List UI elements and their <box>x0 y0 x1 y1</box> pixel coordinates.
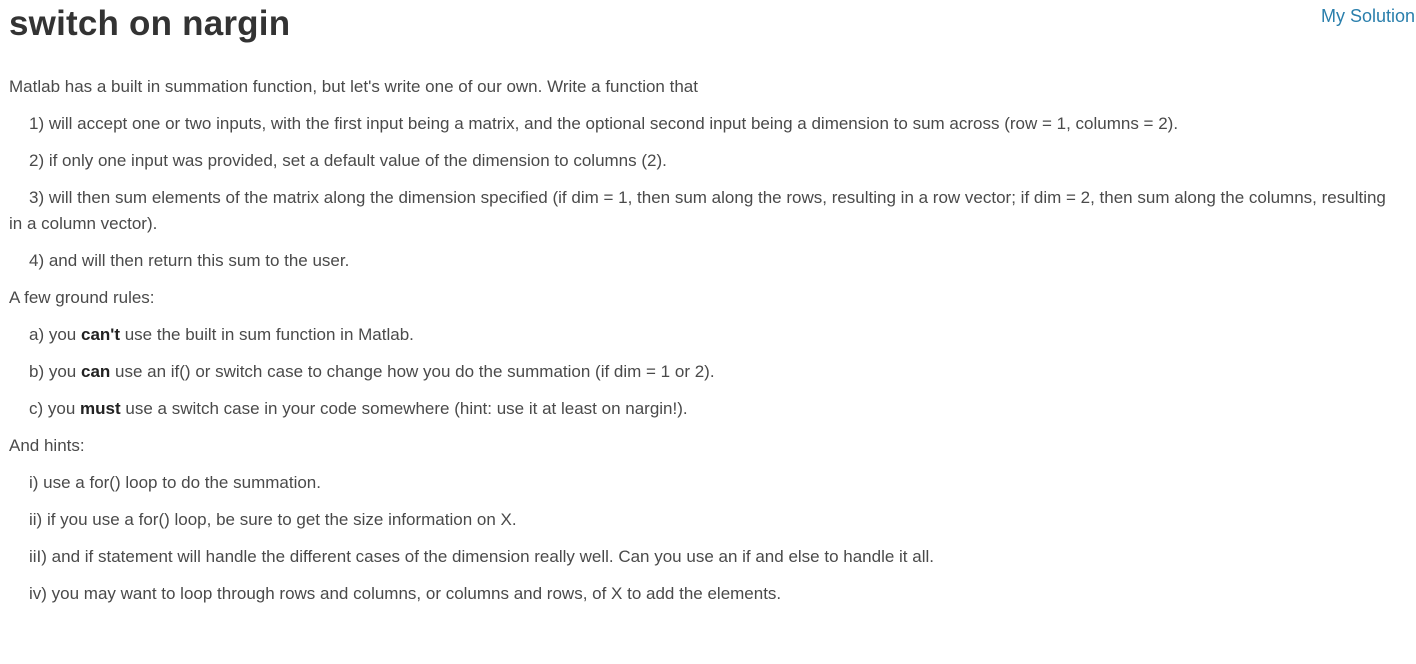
hint-item: iiI) and if statement will handle the different cases of the dimension really well. Can you use an if and else to handle it all. <box>29 547 934 566</box>
rule-emphasis: can't <box>80 325 120 344</box>
my-solution-link[interactable]: My Solution <box>1320 6 1415 26</box>
rule-prefix: c) you <box>29 399 81 418</box>
rule-prefix: b) you <box>29 362 81 381</box>
intro-text: Matlab has a built in summation function, but let's write one of our own. Write a function that <box>9 77 698 96</box>
rule-item <box>9 396 1389 422</box>
rule-prefix: a) you <box>29 325 81 344</box>
problem-description <box>9 74 1389 618</box>
step-item: 2) if only one input was provided, set a default value of the dimension to columns (2). <box>29 151 667 170</box>
rule-item <box>9 359 1389 385</box>
rule-emphasis: can <box>80 362 111 381</box>
rule-emphasis: must <box>80 399 121 418</box>
hints-heading: And hints: <box>9 436 85 455</box>
rules-heading: A few ground rules: <box>9 288 155 307</box>
step-item: 4) and will then return this sum to the user. <box>29 251 350 270</box>
page-title: switch on nargin <box>9 4 291 43</box>
step-item: 1) will accept one or two inputs, with the first input being a matrix, and the optional second input being a dimension to sum across (row = 1, columns = 2). <box>29 114 1179 133</box>
hint-item: i) use a for() loop to do the summation. <box>29 473 321 492</box>
rule-suffix: use an if() or switch case to change how you do the summation (if dim = 1 or 2). <box>110 362 715 381</box>
step-item: 3) will then sum elements of the matrix along the dimension specified (if dim = 1, then sum along the rows, resulting in a row vector; if dim = 2, then sum along the columns, resulting in a column vector). <box>9 188 1386 233</box>
rule-suffix: use a switch case in your code somewhere (hint: use it at least on nargin!). <box>120 399 688 418</box>
rule-item <box>9 322 1389 348</box>
hint-item: iv) you may want to loop through rows and columns, or columns and rows, of X to add the elements. <box>29 584 782 603</box>
rule-suffix: use the built in sum function in Matlab. <box>119 325 414 344</box>
hint-item: ii) if you use a for() loop, be sure to get the size information on X. <box>29 510 517 529</box>
